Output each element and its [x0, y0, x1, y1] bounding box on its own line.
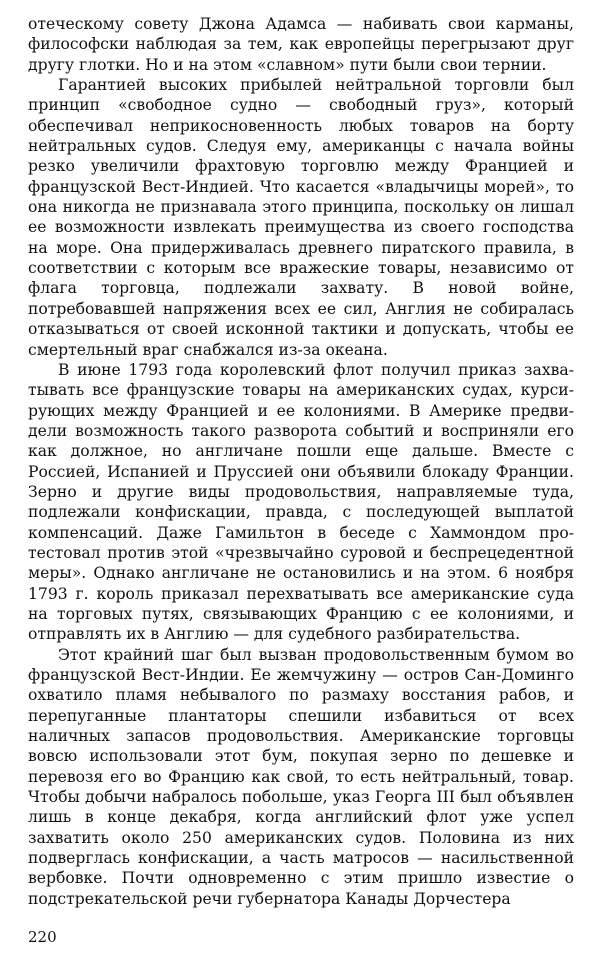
paragraph-2: Гарантией высоких прибылей нейтральной торговли был принцип «свободное судно — свободный груз», который обеспечивал неприкосновенность любых товаров на борту нейтральных судов. Следуя ему, американцы с начала войны резко увеличили фрахтовую торговлю между Францией и французской Вест-Индией. Что касается «владычицы морей», то она никогда не признавала этого принципа, поскольку он лишал ее возможности извлекать преимущества из своего господства на море. Она придерживалась древнего пиратского правила, в соответствии с которым все вражеские товары, независимо от флага торговца, подлежали захвату. В новой войне, потребовавшей напряжения всех ее сил, Англия не собиралась отказываться от своей исконной тактики и допускать, чтобы ее смертельный враг снабжался из-за океана. — [28, 76, 574, 359]
page-body — [28, 14, 574, 934]
paragraph-1: отеческому совету Джона Адамса — набивать свои карманы, философски наблюдая за тем, как европейцы перегрызают друг другу глотки. Но и на этом «славном» пути были свои тернии. — [28, 15, 574, 74]
paragraph-3: В июне 1793 года королевский флот получил приказ захватывать все французские товары на американских судах, курсирующих между Францией и ее колониями. В Америке предвидели возможность такого разворота событий и восприняли его как должное, но англичане пошли еще дальше. Вместе с Россией, Испанией и Пруссией они объявили блокаду Франции. Зерно и другие виды продовольствия, направляемые туда, подлежали конфискации, правда, с последующей выплатой компенсаций. Даже Гамильтон в беседе с Хаммондом протестовал против этой «чрезвычайно суровой и беспрецедентной меры». Однако англичане не остановились и на этом. 6 ноября 1793 г. король приказал перехватывать все американские суда на торговых путях, связывающих Францию с ее колониями, и отправлять их в Англию — для судебного разбирательства. — [28, 360, 574, 644]
paragraph-4: Этот крайний шаг был вызван продовольственным бумом во французской Вест-Индии. Ее жемчужину — остров Сан-Доминго охватило пламя небывалого по размаху восстания рабов, и перепуганные плантаторы спешили избавиться от всех наличных запасов продовольствия. Американские торговцы вовсю использовали этот бум, покупая зерно по дешевке и перевозя его во Францию как свой, то есть нейтральный, товар. Чтобы добычи набралось побольше, указ Георга III был объявлен лишь в конце декабря, когда английский флот уже успел захватить около 250 американских судов. Половина из них подверглась конфискации, а часть матросов — насильственной вербовке. Почти одновременно с этим пришло известие о подстрекательской речи губернатора Канады Дорчестера — [28, 645, 574, 908]
page-number: 220 — [28, 928, 57, 946]
